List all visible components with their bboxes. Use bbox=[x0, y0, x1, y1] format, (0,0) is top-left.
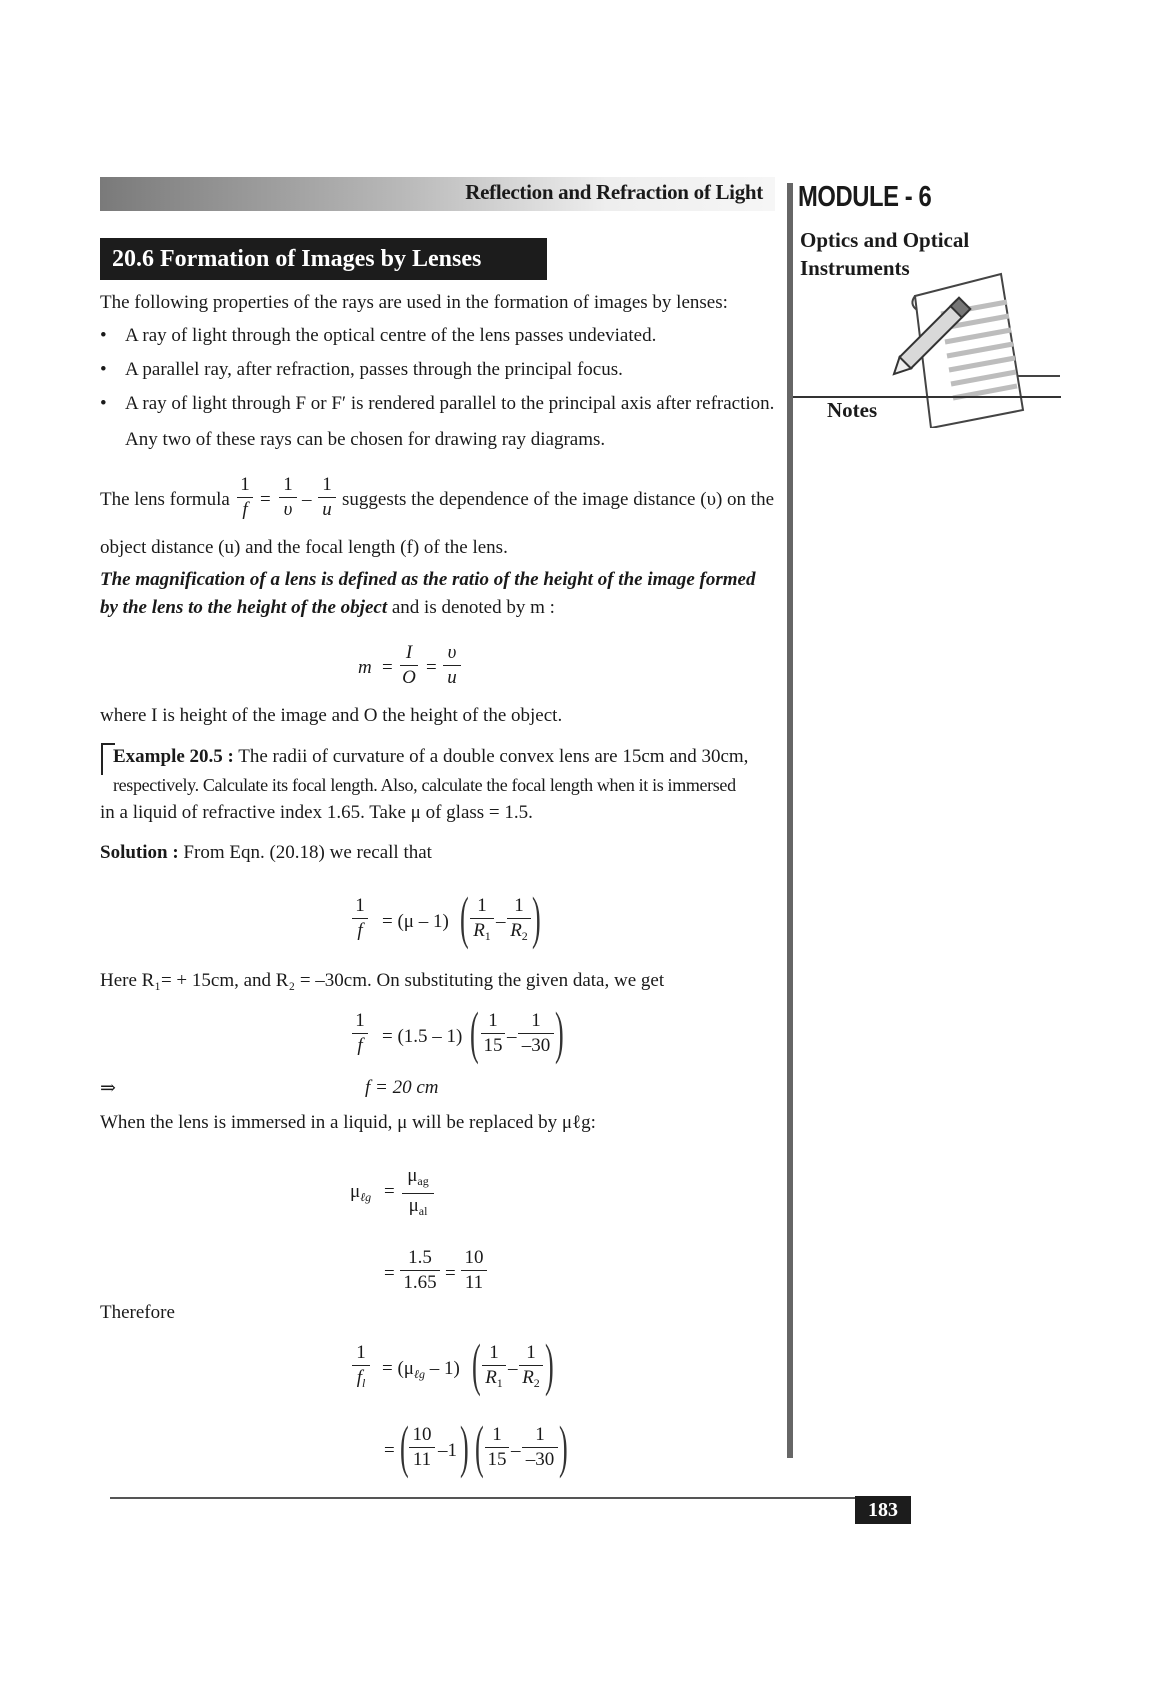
equals-sign: = bbox=[384, 1440, 395, 1461]
module-label: MODULE - 6 bbox=[798, 181, 932, 213]
fraction-1-over-f bbox=[352, 895, 368, 942]
minus-sign: – bbox=[507, 1026, 517, 1047]
numerator: 1 bbox=[489, 1342, 499, 1363]
subscript: 1 bbox=[496, 1376, 503, 1390]
numerator: 1 bbox=[488, 1010, 498, 1031]
lens-formula-text-2: object distance (u) and the focal length (f) of the lens. bbox=[100, 537, 508, 558]
minus-one: –1 bbox=[438, 1440, 457, 1461]
denominator: 11 bbox=[412, 1449, 432, 1470]
fraction-1-over-15 bbox=[481, 1010, 505, 1057]
bullet-text: A parallel ray, after refraction, passes through the principal focus. bbox=[125, 359, 623, 380]
where-text: where I is height of the image and O the height of the object. bbox=[100, 705, 563, 726]
magnification-definition: The magnification of a lens is defined as the ratio of the height of the image formed bbox=[100, 569, 756, 590]
subscript: al bbox=[418, 1204, 428, 1218]
fraction-1-over-R1 bbox=[482, 1342, 506, 1394]
denominator: f bbox=[242, 499, 248, 520]
denominator bbox=[507, 920, 531, 947]
immersed-text: When the lens is immersed in a liquid, μ will be replaced by μℓg: bbox=[100, 1112, 596, 1133]
therefore-text: Therefore bbox=[100, 1302, 175, 1323]
subscript: l bbox=[361, 1376, 366, 1390]
fraction-1-over-R2 bbox=[519, 1342, 543, 1394]
numerator: 1 bbox=[355, 1010, 365, 1031]
numerator: 1 bbox=[355, 895, 365, 916]
denominator bbox=[482, 1367, 506, 1394]
mu-lg bbox=[350, 1181, 371, 1205]
numerator: 1.5 bbox=[408, 1247, 432, 1268]
denominator: –30 bbox=[525, 1449, 555, 1470]
numerator: 1 bbox=[492, 1424, 502, 1445]
magnification-definition-2 bbox=[100, 596, 777, 620]
right-paren: ) bbox=[545, 1332, 554, 1397]
fraction-1-over-R2 bbox=[507, 895, 531, 947]
subscript: 2 bbox=[521, 929, 528, 943]
minus-sign: – bbox=[508, 1358, 518, 1379]
example-text: The radii of curvature of a double convex lens are 15cm and 30cm, bbox=[233, 746, 749, 767]
right-paren: ) bbox=[460, 1414, 469, 1479]
example-line-3: in a liquid of refractive index 1.65. Take μ of glass = 1.5. bbox=[100, 802, 533, 823]
denominator: –30 bbox=[521, 1035, 551, 1056]
numerator: υ bbox=[447, 642, 457, 663]
magnification-definition-bold: by the lens to the height of the object bbox=[100, 597, 388, 618]
denominator: u bbox=[322, 499, 332, 520]
denominator: 11 bbox=[464, 1272, 484, 1293]
equals-sign: = bbox=[382, 657, 393, 678]
example-line-1 bbox=[113, 745, 778, 769]
minus-sign: – bbox=[302, 489, 312, 510]
subscript: ag bbox=[417, 1174, 429, 1188]
margin-divider bbox=[787, 183, 793, 1458]
equals-sign: = bbox=[384, 1181, 395, 1202]
minus-sign: – bbox=[496, 911, 506, 932]
numerator: 1 bbox=[531, 1010, 541, 1031]
denominator bbox=[402, 1195, 434, 1222]
numerator: I bbox=[405, 642, 413, 663]
mu-minus-one: = (μ – 1) bbox=[382, 911, 449, 932]
fraction-1-over-R1 bbox=[470, 895, 494, 947]
notes-divider-short bbox=[1018, 375, 1060, 377]
bullet-continuation: Any two of these rays can be chosen for drawing ray diagrams. bbox=[125, 429, 606, 450]
numerator: 10 bbox=[464, 1247, 484, 1268]
r-symbol: R bbox=[522, 1367, 534, 1388]
f-symbol: f bbox=[356, 1367, 362, 1388]
denominator: υ bbox=[283, 499, 293, 520]
r-symbol: R bbox=[510, 920, 522, 941]
fraction-1-over-v bbox=[279, 474, 297, 521]
fraction-1.5-over-1.65 bbox=[400, 1247, 440, 1294]
running-header-bar bbox=[100, 177, 775, 211]
mu-symbol: μ bbox=[408, 1195, 419, 1216]
denominator: 15 bbox=[483, 1035, 503, 1056]
example-line-2: respectively. Calculate its focal length. Also, calculate the focal length when it is immersed bbox=[113, 775, 736, 795]
numerator: 10 bbox=[412, 1424, 432, 1445]
page-number: 183 bbox=[855, 1496, 911, 1524]
right-paren: ) bbox=[555, 1000, 564, 1065]
magnification-definition-tail: and is denoted by m : bbox=[387, 597, 555, 618]
mu-lg-prefix: = (μ bbox=[382, 1358, 414, 1379]
subscript: ℓg bbox=[360, 1190, 372, 1204]
r-symbol: R bbox=[473, 920, 485, 941]
subscript: 1 bbox=[484, 929, 491, 943]
numerator: 1 bbox=[535, 1424, 545, 1445]
left-paren: ( bbox=[460, 885, 469, 950]
mu-lg-suffix: – 1) bbox=[424, 1358, 460, 1379]
fraction-mu-ag-over-mu-al bbox=[402, 1165, 434, 1222]
mu-symbol: μ bbox=[407, 1165, 418, 1186]
denominator: 15 bbox=[487, 1449, 507, 1470]
numerator: 1 bbox=[514, 895, 524, 916]
equals-sign: = bbox=[260, 489, 271, 510]
numerator: 1 bbox=[526, 1342, 536, 1363]
numerator: 1 bbox=[240, 474, 250, 495]
example-label: Example 20.5 : bbox=[113, 746, 234, 767]
numerator: 1 bbox=[283, 474, 293, 495]
denominator: f bbox=[357, 1035, 363, 1056]
mu-symbol: μ bbox=[350, 1181, 361, 1202]
equals-sign: = bbox=[384, 1263, 395, 1284]
fraction-1-over-neg30 bbox=[522, 1424, 558, 1471]
left-paren: ( bbox=[400, 1414, 409, 1479]
module-subject: Optics and Optical Instruments bbox=[800, 228, 970, 280]
section-heading: 20.6 Formation of Images by Lenses bbox=[100, 238, 547, 280]
bullet-text: A ray of light through the optical centre of the lens passes undeviated. bbox=[125, 325, 657, 346]
focal-length-result: f = 20 cm bbox=[365, 1077, 439, 1098]
minus-sign: – bbox=[511, 1440, 521, 1461]
mu-value-minus-one: = (1.5 – 1) bbox=[382, 1026, 463, 1047]
implies-symbol: ⇒ bbox=[100, 1078, 116, 1099]
bullet-text: A ray of light through F or F′ is rendered parallel to the principal axis after refraction. bbox=[125, 393, 775, 414]
denominator: u bbox=[447, 667, 457, 688]
denominator bbox=[352, 1367, 370, 1394]
denominator bbox=[470, 920, 494, 947]
denominator: O bbox=[402, 667, 416, 688]
right-paren: ) bbox=[532, 885, 541, 950]
equals-sign: = bbox=[445, 1263, 456, 1284]
fraction-1-over-neg30 bbox=[518, 1010, 554, 1057]
running-header-title: Reflection and Refraction of Light bbox=[465, 180, 763, 204]
fraction-10-over-11 bbox=[461, 1247, 487, 1294]
subscript: 2 bbox=[533, 1376, 540, 1390]
numerator bbox=[402, 1165, 434, 1192]
left-paren: ( bbox=[472, 1332, 481, 1397]
mu-lg-minus-one bbox=[382, 1358, 460, 1382]
subscript: ℓg bbox=[413, 1367, 425, 1381]
numerator: 1 bbox=[477, 895, 487, 916]
lens-formula-text: suggests the dependence of the image distance (υ) on the bbox=[342, 489, 775, 510]
lens-formula-intro: The lens formula bbox=[100, 489, 230, 510]
right-paren: ) bbox=[559, 1414, 568, 1479]
fraction-v-over-u bbox=[443, 642, 461, 689]
solution-line bbox=[100, 841, 777, 865]
fraction-1-over-15 bbox=[485, 1424, 509, 1471]
denominator bbox=[519, 1367, 543, 1394]
here-text: Here R₁= + 15cm, and R₂ = –30cm. On substituting the given data, we get bbox=[100, 970, 665, 991]
left-paren: ( bbox=[475, 1414, 484, 1479]
numerator: 1 bbox=[322, 474, 332, 495]
fraction-1-over-fl bbox=[352, 1342, 370, 1394]
fraction-I-over-O bbox=[400, 642, 418, 689]
notes-paper-pencil-icon bbox=[875, 268, 1025, 428]
solution-label: Solution : bbox=[100, 842, 179, 863]
fraction-1-over-u bbox=[318, 474, 336, 521]
equals-sign: = bbox=[426, 657, 437, 678]
fraction-10-over-11 bbox=[409, 1424, 435, 1471]
numerator: 1 bbox=[356, 1342, 366, 1363]
math-m: m bbox=[358, 657, 372, 678]
footer-rule bbox=[110, 1497, 910, 1499]
notes-label: Notes bbox=[827, 398, 878, 422]
fraction-1-over-f bbox=[237, 474, 253, 521]
r-symbol: R bbox=[485, 1367, 497, 1388]
left-paren: ( bbox=[470, 1000, 479, 1065]
fraction-1-over-f bbox=[352, 1010, 368, 1057]
denominator: 1.65 bbox=[403, 1272, 437, 1293]
intro-paragraph: The following properties of the rays are used in the formation of images by lenses: bbox=[100, 292, 728, 313]
denominator: f bbox=[357, 920, 363, 941]
solution-text: From Eqn. (20.18) we recall that bbox=[178, 842, 432, 863]
